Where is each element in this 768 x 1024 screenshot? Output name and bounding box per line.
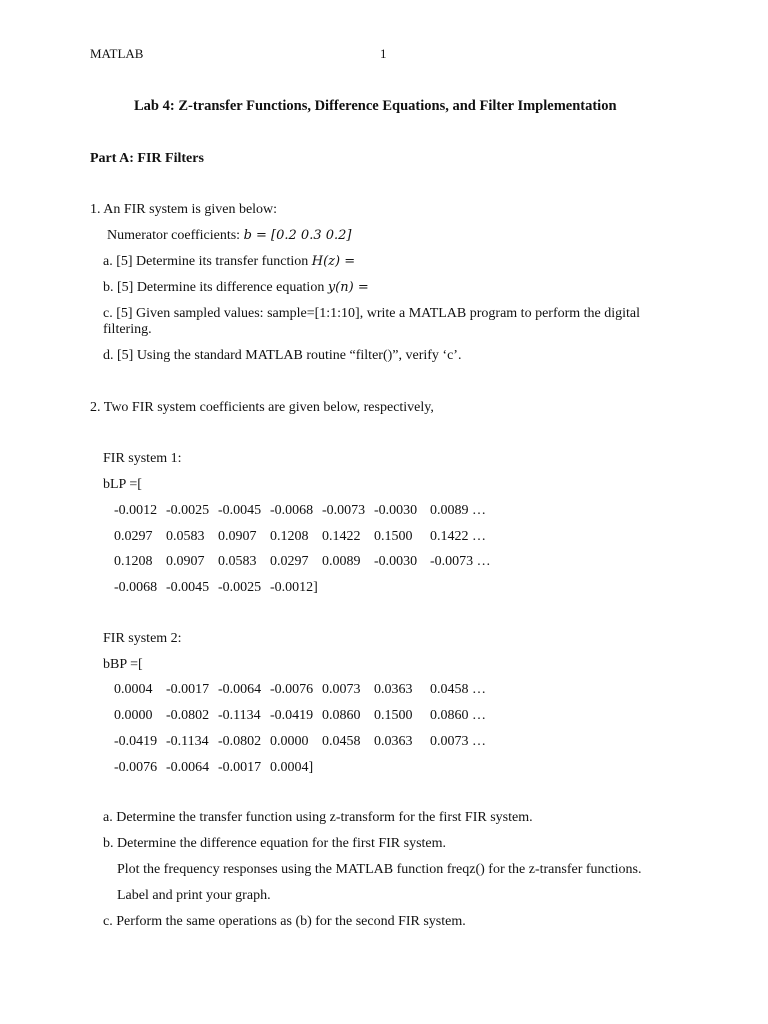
coefficient-cell: 0.0000 bbox=[114, 708, 153, 723]
coefficient-cell: -0.0802 bbox=[218, 734, 262, 749]
header-left: MATLAB bbox=[90, 46, 144, 61]
coefficient-cell: -0.0419 bbox=[114, 734, 158, 749]
coefficient-cell: 0.0583 bbox=[166, 528, 205, 544]
fir-system-1-variable: bLP =[ bbox=[103, 477, 142, 492]
coefficient-cell: -0.0012] bbox=[270, 579, 318, 595]
page-title: Lab 4: Z-transfer Functions, Difference Equations, and Filter Implementation bbox=[134, 98, 617, 114]
coefficient-cell: 0.0860 bbox=[322, 708, 361, 723]
transfer-function-math: H(z) = bbox=[311, 254, 356, 269]
coefficient-cell: 0.0073 … bbox=[430, 734, 486, 749]
question-1d: d. [5] Using the standard MATLAB routine “filter()”, verify ‘c’. bbox=[103, 348, 462, 363]
fir-system-2-label: FIR system 2: bbox=[103, 631, 182, 646]
coefficient-cell: 0.1208 bbox=[114, 554, 153, 569]
difference-equation-math: y(n) = bbox=[327, 280, 369, 295]
coefficient-cell: -0.0064 bbox=[166, 760, 210, 775]
question-1a bbox=[103, 253, 355, 270]
coefficient-cell: 0.1208 bbox=[270, 528, 309, 544]
coefficient-cell: -0.1134 bbox=[218, 708, 261, 723]
coefficient-cell: 0.1422 bbox=[322, 528, 361, 544]
coefficient-cell: 0.0297 bbox=[270, 554, 309, 569]
coefficient-cell: 0.0073 bbox=[322, 682, 361, 697]
question-1b bbox=[103, 279, 369, 296]
coefficient-cell: -0.0064 bbox=[218, 682, 262, 697]
coefficient-cell: 0.0907 bbox=[166, 554, 205, 569]
question-2-intro: 2. Two FIR system coefficients are given below, respectively, bbox=[90, 400, 434, 415]
coefficient-cell: -0.1134 bbox=[166, 734, 209, 749]
coefficient-cell: -0.0012 bbox=[114, 503, 158, 518]
coefficient-cell: -0.0030 bbox=[374, 554, 418, 569]
section-heading-part-a: Part A: FIR Filters bbox=[90, 151, 204, 166]
coefficient-cell: -0.0017 bbox=[166, 682, 210, 697]
question-1a-text: a. [5] Determine its transfer function bbox=[103, 254, 312, 269]
coefficient-cell: 0.1500 bbox=[374, 528, 413, 544]
page-number: 1 bbox=[380, 46, 387, 61]
coefficient-cell: 0.0583 bbox=[218, 554, 257, 569]
question-2b-label-instruction: Label and print your graph. bbox=[117, 888, 271, 903]
coefficient-cell: 0.0297 bbox=[114, 528, 153, 544]
coefficient-cell: 0.0860 … bbox=[430, 708, 486, 723]
coefficient-cell: 0.0458 … bbox=[430, 682, 486, 697]
question-2b-plot-instruction: Plot the frequency responses using the MATLAB function freqz() for the z-transfer functions. bbox=[117, 862, 642, 877]
coefficient-cell: -0.0076 bbox=[270, 682, 314, 697]
fir-system-1-label: FIR system 1: bbox=[103, 451, 182, 466]
coefficient-cell: -0.0802 bbox=[166, 708, 210, 723]
coefficient-cell: 0.1500 bbox=[374, 708, 413, 723]
coefficient-cell: 0.0089 … bbox=[430, 503, 486, 518]
question-2c: c. Perform the same operations as (b) for the second FIR system. bbox=[103, 914, 466, 929]
numerator-line bbox=[107, 227, 352, 244]
coefficient-cell: -0.0017 bbox=[218, 760, 262, 775]
coefficient-cell: 0.0004 bbox=[114, 682, 153, 697]
numerator-label: Numerator coefficients: bbox=[107, 228, 244, 243]
fir-system-2-variable: bBP =[ bbox=[103, 657, 143, 672]
question-1b-text: b. [5] Determine its difference equation bbox=[103, 280, 328, 295]
question-2a: a. Determine the transfer function using z-transform for the first FIR system. bbox=[103, 810, 533, 825]
coefficient-cell: -0.0045 bbox=[166, 579, 210, 595]
coefficient-cell: -0.0076 bbox=[114, 760, 158, 775]
coefficient-cell: 0.0458 bbox=[322, 734, 361, 749]
coefficient-cell: -0.0068 bbox=[114, 579, 158, 595]
coefficient-cell: -0.0419 bbox=[270, 708, 314, 723]
question-1c-line1: c. [5] Given sampled values: sample=[1:1:10], write a MATLAB program to perform the digital bbox=[103, 306, 641, 321]
coefficient-cell: 0.0907 bbox=[218, 528, 257, 544]
coefficient-cell: -0.0030 bbox=[374, 503, 418, 518]
coefficient-cell: -0.0068 bbox=[270, 503, 314, 518]
coefficient-cell: -0.0025 bbox=[166, 503, 210, 518]
coefficient-cell: -0.0073 … bbox=[430, 554, 491, 569]
coefficient-cell: 0.0004] bbox=[270, 760, 314, 775]
coefficient-cell: -0.0025 bbox=[218, 579, 262, 595]
numerator-math: b = [0.2 0.3 0.2] bbox=[243, 228, 352, 243]
coefficient-cell: 0.0000 bbox=[270, 734, 309, 749]
coefficient-cell: 0.0363 bbox=[374, 734, 413, 749]
question-1c-line2: filtering. bbox=[103, 322, 152, 337]
question-1-intro: 1. An FIR system is given below: bbox=[90, 202, 278, 217]
coefficient-cell: -0.0045 bbox=[218, 503, 262, 518]
coefficient-cell: -0.0073 bbox=[322, 503, 366, 518]
coefficient-cell: 0.0363 bbox=[374, 682, 413, 697]
coefficient-cell: 0.1422 … bbox=[430, 528, 486, 544]
coefficient-cell: 0.0089 bbox=[322, 554, 361, 569]
question-2b: b. Determine the difference equation for the first FIR system. bbox=[103, 836, 447, 851]
